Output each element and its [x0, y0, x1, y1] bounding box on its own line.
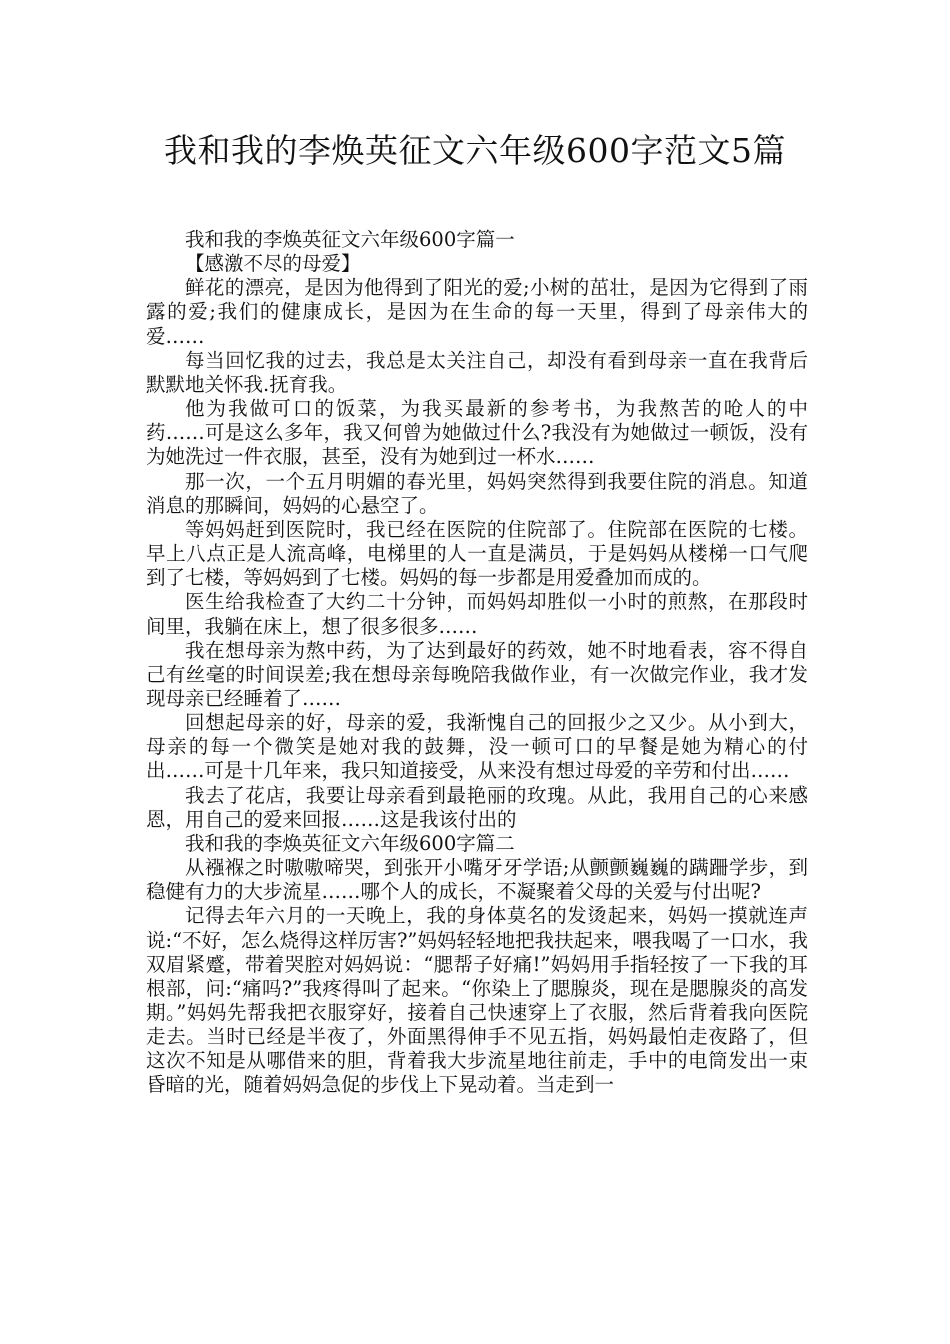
paragraph: 等妈妈赶到医院时，我已经在医院的住院部了。住院部在医院的七楼。早上八点正是人流高峰，电梯里的人一直是满员，于是妈妈从楼梯一口气爬到了七楼，等妈妈到了七楼。妈妈的每一步都是用爱叠加而成的。 [146, 517, 808, 590]
paragraph: 回想起母亲的好，母亲的爱，我渐愧自己的回报少之又少。从小到大，母亲的每一个微笑是她对我的鼓舞，没一顿可口的早餐是她为精心的付出……可是十几年来，我只知道接受，从来没有想过母爱的辛劳和付出…… [146, 711, 808, 783]
document-body [146, 228, 808, 1098]
section-heading: 我和我的李焕英征文六年级600字篇一 [185, 228, 515, 251]
paragraph: 记得去年六月的一天晚上，我的身体莫名的发烫起来，妈妈一摸就连声说:“不好，怎么烧得这样厉害?”妈妈轻轻地把我扶起来，喂我喝了一口水，我双眉紧蹙，带着哭腔对妈妈说：“腮帮子好痛!”妈妈用手指轻按了一下我的耳根部，问:“痛吗?”我疼得叫了起来。“你染上了腮腺炎，现在是腮腺炎的高发期。”妈妈先帮我把衣服穿好，接着自己快速穿上了衣服，然后背着我向医院走去。当时已经是半夜了，外面黑得伸手不见五指，妈妈最怕走夜路了，但这次不知是从哪借来的胆，背着我大步流星地往前走，手中的电筒发出一束昏暗的光，随着妈妈急促的步伐上下晃动着。当走到一 [146, 904, 808, 1097]
section-heading: 我和我的李焕英征文六年级600字篇二 [185, 831, 515, 855]
paragraph: 医生给我检查了大约二十分钟，而妈妈却胜似一小时的煎熬，在那段时间里，我躺在床上，想了很多很多…… [146, 590, 808, 638]
paragraph: 他为我做可口的饭菜，为我买最新的参考书，为我熬苦的呛人的中药……可是这么多年，我又何曾为她做过什么?我没有为她做过一顿饭，没有为她洗过一件衣服，甚至，没有为她到过一杯水…… [146, 397, 808, 469]
paragraph: 每当回忆我的过去，我总是太关注自己，却没有看到母亲一直在我背后默默地关怀我.抚育我。 [146, 348, 808, 396]
document-title: 我和我的李焕英征文六年级600字范文5篇 [164, 131, 786, 170]
paragraph: 从襁褓之时嗷嗷啼哭，到张开小嘴牙牙学语;从颤颤巍巍的蹒跚学步，到稳健有力的大步流星……哪个人的成长，不凝聚着父母的关爱与付出呢? [146, 856, 808, 904]
paragraph: 那一次，一个五月明媚的春光里，妈妈突然得到我要住院的消息。知道消息的那瞬间，妈妈的心悬空了。 [146, 469, 808, 517]
section-heading: 【感激不尽的母爱】 [185, 252, 361, 276]
paragraph: 鲜花的漂亮，是因为他得到了阳光的爱;小树的茁壮，是因为它得到了雨露的爱;我们的健康成长，是因为在生命的每一天里，得到了母亲伟大的爱…… [146, 276, 808, 348]
paragraph: 我去了花店，我要让母亲看到最艳丽的玫瑰。从此，我用自己的心来感恩，用自己的爱来回报……这是我该付出的 [146, 783, 808, 831]
paragraph: 我在想母亲为熬中药，为了达到最好的药效，她不时地看表，容不得自己有丝毫的时间误差;我在想母亲每晚陪我做作业，有一次做完作业，我才发现母亲已经睡着了…… [146, 638, 808, 710]
